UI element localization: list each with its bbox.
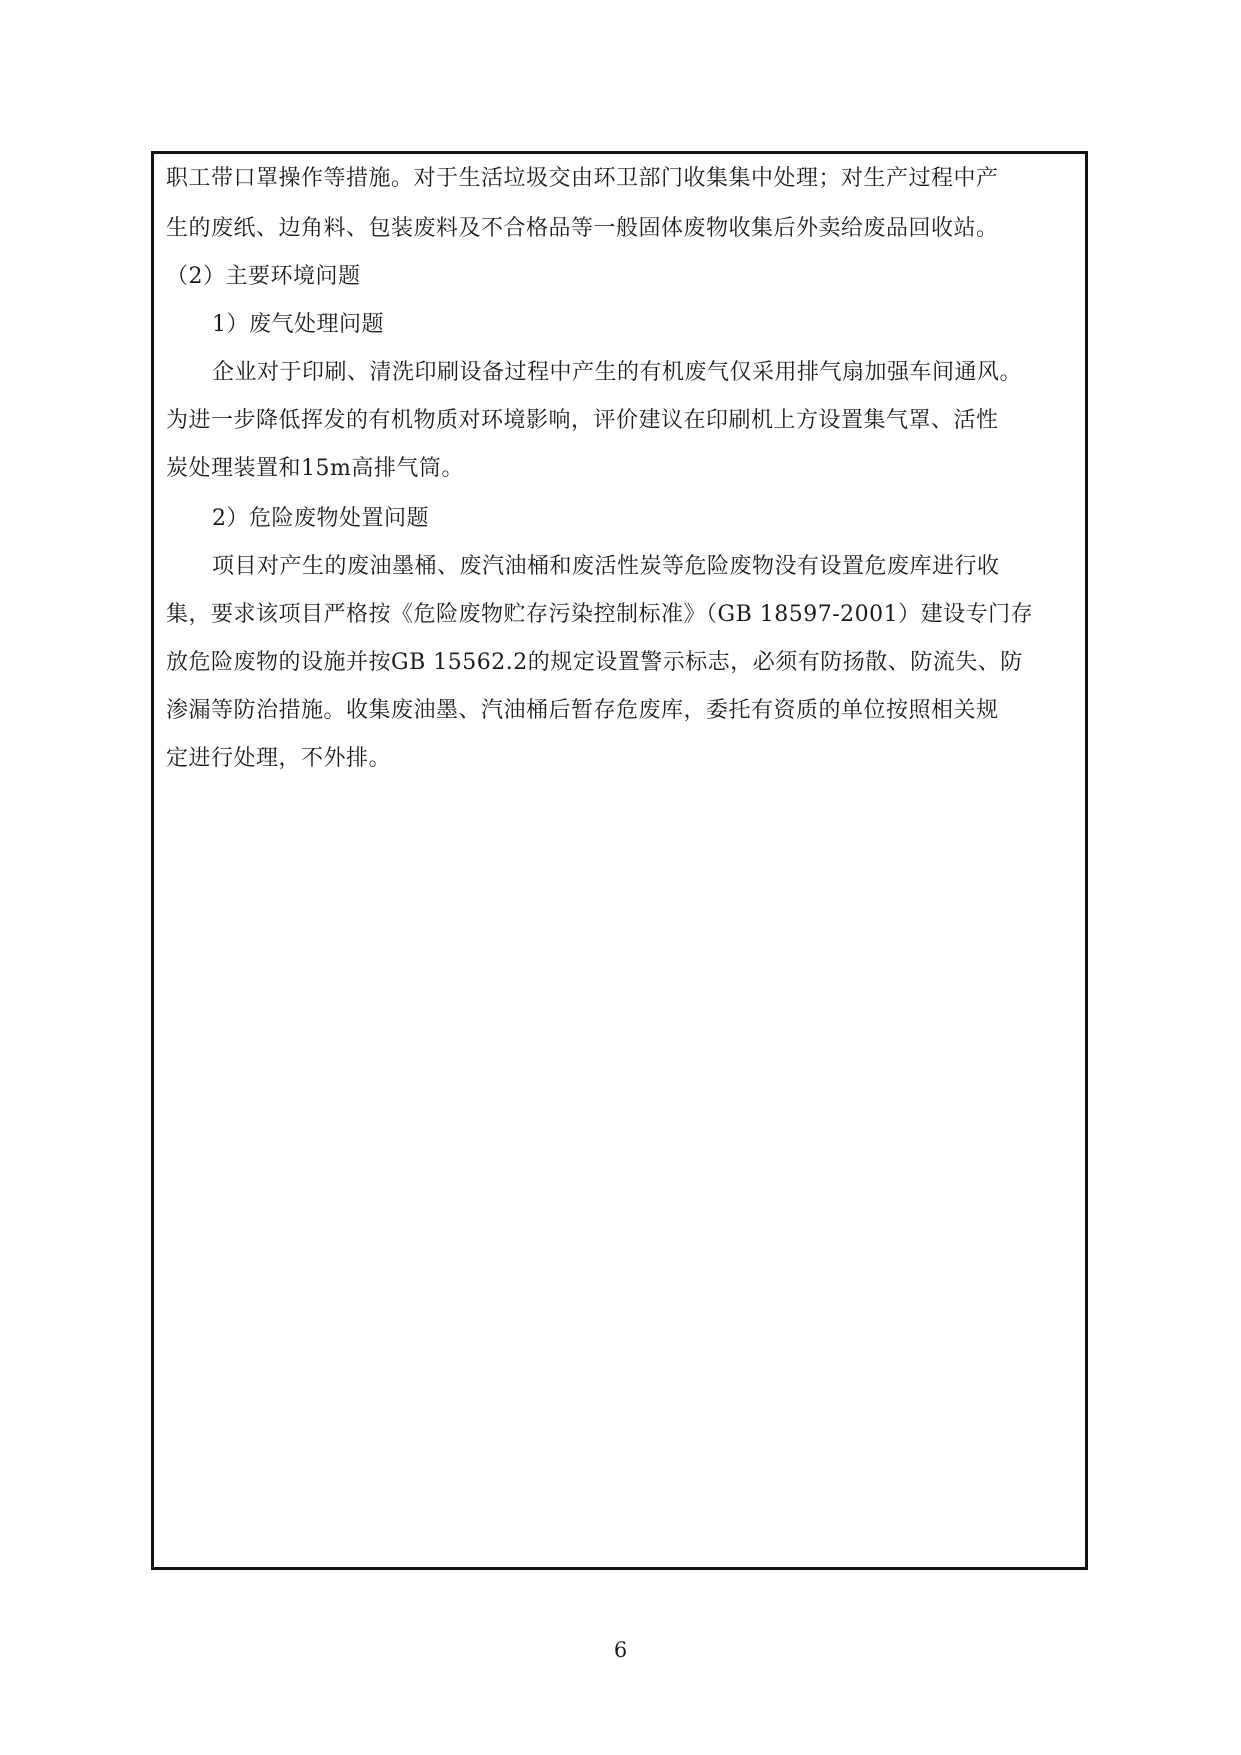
text-line: 定进行处理，不外排。: [166, 746, 392, 771]
text-line: 企业对于印刷、清洗印刷设备过程中产生的有机废气仅采用排气扇加强车间通风。: [212, 360, 1023, 385]
page-number: 6: [613, 1638, 628, 1662]
subsection-heading: 2）危险废物处置问题: [212, 506, 429, 531]
text-line: 生的废纸、边角料、包装废料及不合格品等一般固体废物收集后外卖给废品回收站。: [166, 216, 999, 241]
text-line: 集，要求该项目严格按《危险废物贮存污染控制标准》（GB 18597-2001）建设专门存: [166, 602, 1034, 627]
section-heading: （2）主要环境问题: [166, 264, 361, 289]
text-line: 渗漏等防治措施。收集废油墨、汽油桶后暂存危废库，委托有资质的单位按照相关规: [166, 698, 999, 723]
content-frame: [151, 151, 1088, 1570]
subsection-heading: 1）废气处理问题: [212, 312, 384, 337]
text-line: 炭处理装置和15m高排气筒。: [166, 456, 464, 481]
text-line: 项目对产生的废油墨桶、废汽油桶和废活性炭等危险废物没有设置危废库进行收: [212, 554, 1000, 579]
text-line: 为进一步降低挥发的有机物质对环境影响，评价建议在印刷机上方设置集气罩、活性: [166, 408, 999, 433]
text-line: 职工带口罩操作等措施。对于生活垃圾交由环卫部门收集集中处理；对生产过程中产: [166, 166, 999, 191]
text-line: 放危险废物的设施并按GB 15562.2的规定设置警示标志，必须有防扬散、防流失、防: [166, 650, 1023, 675]
